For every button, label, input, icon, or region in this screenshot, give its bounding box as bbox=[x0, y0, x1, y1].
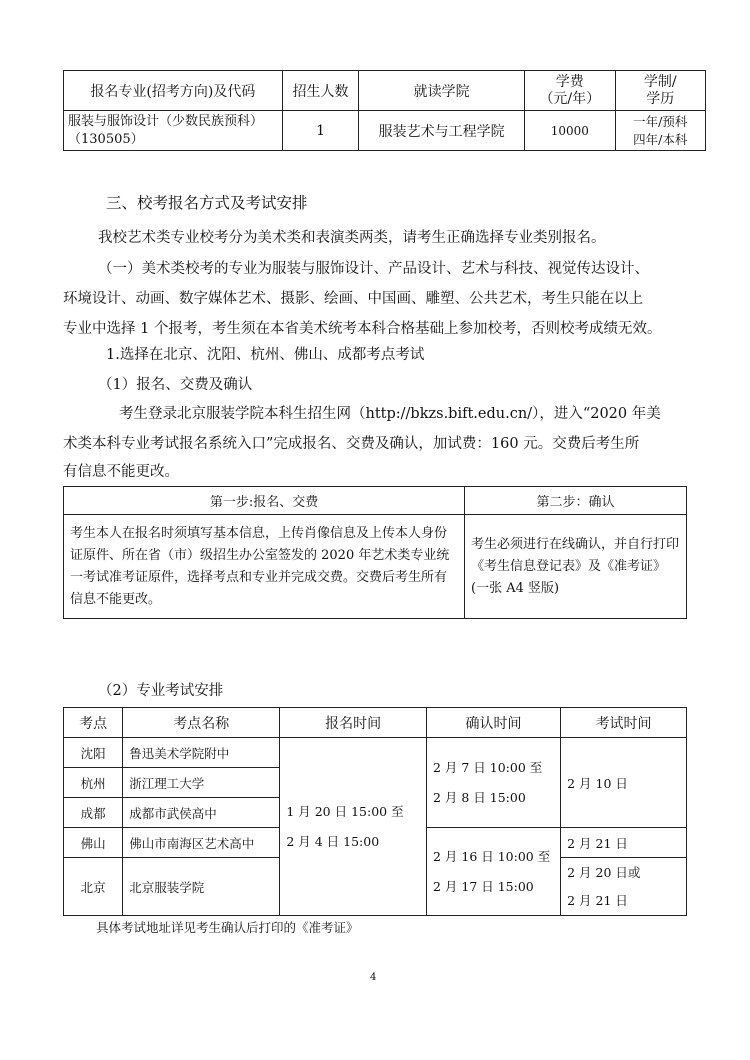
header-city: 考点 bbox=[64, 708, 123, 738]
system-line1: 一年/预科 bbox=[633, 113, 688, 129]
header-system-line1: 学制/ bbox=[643, 73, 677, 90]
venue-beijing: 北京服装学院 bbox=[123, 858, 280, 916]
city-hangzhou: 杭州 bbox=[64, 768, 123, 798]
exam3-line1: 2 月 20 日或 bbox=[567, 864, 641, 880]
header-major: 报名专业(招考方向)及代码 bbox=[64, 71, 283, 111]
venue-foshan: 佛山市南海区艺术高中 bbox=[123, 828, 280, 858]
para-art-line1: （一）美术类校考的专业为服装与服饰设计、产品设计、艺术与科技、视觉传达设计、 bbox=[98, 261, 649, 277]
exam-schedule-table bbox=[63, 707, 687, 916]
para-art-line3: 专业中选择 1 个报考，考生须在本省美术统考本科合格基础上参加校考，否则校考成绩无效。 bbox=[63, 321, 662, 337]
confirm-time-cell-1 bbox=[426, 738, 560, 828]
venue-chengdu: 成都市武侯高中 bbox=[123, 798, 280, 828]
confirm2-line2: 2 月 17 日 15:00 bbox=[432, 878, 534, 894]
header-exam-time: 考试时间 bbox=[561, 708, 687, 738]
confirm-time-cell-2 bbox=[426, 828, 560, 916]
header-system bbox=[615, 71, 705, 111]
item-heading: 1.选择在北京、沈阳、杭州、佛山、成都考点考试 bbox=[106, 347, 425, 363]
header-fee-line1: 学费 bbox=[555, 73, 584, 90]
header-count: 招生人数 bbox=[282, 71, 358, 111]
para-art-line2: 环境设计、动画、数字媒体艺术、摄影、绘画、中国画、雕塑、公共艺术，考生只能在以上 bbox=[63, 291, 643, 307]
fee-cell: 10000 bbox=[525, 111, 616, 151]
system-line2: 四年/本科 bbox=[633, 131, 688, 147]
section3-heading: 三、校考报名方式及考试安排 bbox=[106, 194, 308, 212]
step2-title: 第二步：确认 bbox=[465, 487, 687, 515]
header-reg-time: 报名时间 bbox=[280, 708, 427, 738]
header-college: 就读学院 bbox=[359, 71, 525, 111]
exam3-line2: 2 月 21 日 bbox=[567, 892, 628, 908]
reg-time-cell bbox=[280, 738, 427, 916]
count-cell: 1 bbox=[282, 111, 358, 151]
major-code: （130505） bbox=[68, 131, 144, 147]
venue-hangzhou: 浙江理工大学 bbox=[123, 768, 280, 798]
steps-table bbox=[63, 486, 687, 619]
page-number: 4 bbox=[370, 972, 377, 983]
major-table bbox=[63, 70, 706, 151]
para-reg-line3: 有信息不能更改。 bbox=[63, 464, 179, 480]
para-reg-line2: 术类本科专业考试报名系统入口”完成报名、交费及确认，加试费：160 元。交费后考生所 bbox=[63, 436, 640, 452]
major-name: 服装与服饰设计（少数民族预科） bbox=[68, 113, 264, 129]
header-system-line2: 学历 bbox=[646, 90, 675, 107]
city-shenyang: 沈阳 bbox=[64, 738, 123, 768]
reg-time-line1: 1 月 20 日 15:00 至 bbox=[286, 803, 404, 819]
city-chengdu: 成都 bbox=[64, 798, 123, 828]
exam-time-cell-2: 2 月 21 日 bbox=[561, 828, 687, 858]
confirm2-line1: 2 月 16 日 10:00 至 bbox=[432, 848, 551, 864]
step2-text: 考生必须进行在线确认，并自行打印《考生信息登记表》及《准考证》(一张 A4 竖版) bbox=[465, 515, 687, 619]
confirm1-line1: 2 月 7 日 10:00 至 bbox=[432, 759, 543, 775]
step1-text: 考生本人在报名时须填写基本信息，上传肖像信息及上传本人身份证原件、所在省（市）级招生办公室签发的 2020 年艺术类专业统一考试准考证原件，选择考点和专业并完成交费。交费后考生所有信息不能更改。 bbox=[64, 515, 465, 619]
reg-time-line2: 2 月 4 日 15:00 bbox=[286, 833, 380, 849]
city-foshan: 佛山 bbox=[64, 828, 123, 858]
major-cell bbox=[64, 111, 283, 151]
step1-title: 第一步:报名、交费 bbox=[64, 487, 465, 515]
system-cell bbox=[615, 111, 705, 151]
footnote: 具体考试地址详见考生确认后打印的《准考证》 bbox=[96, 920, 359, 935]
college-cell: 服装艺术与工程学院 bbox=[359, 111, 525, 151]
header-fee-line2: （元/年） bbox=[539, 90, 601, 107]
para-reg-line1: 考生登录北京服装学院本科生招生网（http://bkzs.bift.edu.cn/），进入“2020 年美 bbox=[119, 406, 661, 422]
para-intro: 我校艺术类专业校考分为美术类和表演类两类，请考生正确选择专业类别报名。 bbox=[98, 230, 606, 246]
venue-shenyang: 鲁迅美术学院附中 bbox=[123, 738, 280, 768]
confirm1-line2: 2 月 8 日 15:00 bbox=[432, 789, 526, 805]
city-beijing: 北京 bbox=[64, 858, 123, 916]
exam-time-cell-1: 2 月 10 日 bbox=[561, 738, 687, 828]
header-venue: 考点名称 bbox=[123, 708, 280, 738]
exam-time-cell-3 bbox=[561, 858, 687, 916]
header-confirm-time: 确认时间 bbox=[426, 708, 560, 738]
header-fee bbox=[525, 71, 616, 111]
sub-heading-1: （1）报名、交费及确认 bbox=[98, 377, 253, 393]
sub-heading-2: （2）专业考试安排 bbox=[98, 683, 224, 699]
